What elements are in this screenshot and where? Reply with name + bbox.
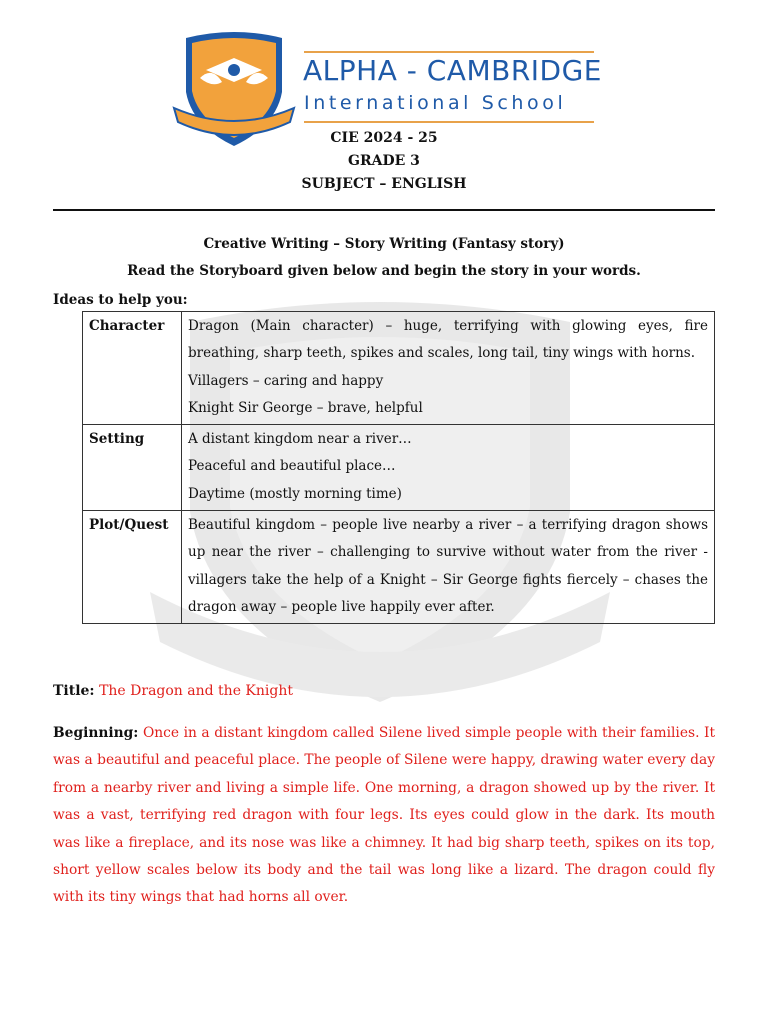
beginning-label: Beginning:: [53, 725, 139, 741]
list-item: Knight Sir George – brave, helpful: [188, 399, 423, 416]
row-content: [182, 511, 715, 624]
list-item: Dragon (Main character) – huge, terrifying with glowing eyes, fire breathing, sharp teeth, spikes and scales, long tail, tiny wings with horns.: [188, 318, 708, 362]
row-label: Character: [83, 312, 182, 425]
list-item: Daytime (mostly morning time): [188, 485, 402, 502]
list-item: Villagers – caring and happy: [188, 372, 384, 389]
header-rule-bottom: [304, 121, 594, 123]
list-item: Beautiful kingdom – people live nearby a river – a terrifying dragon shows up near the river – challenging to survive without water from the river - villagers take the help of a Knight – Sir George fights fiercely – chases the dragon away – people live happily ever after.: [188, 517, 708, 615]
ideas-label: Ideas to help you:: [53, 292, 188, 308]
title-label: Title:: [53, 683, 95, 699]
list-item: A distant kingdom near a river…: [188, 431, 412, 448]
school-name: ALPHA - CAMBRIDGE: [303, 54, 602, 87]
story-title-line: [53, 683, 293, 699]
row-content: [182, 312, 715, 425]
header-rule-top: [304, 51, 594, 53]
row-label: Setting: [83, 425, 182, 511]
task-heading: Creative Writing – Story Writing (Fantasy story): [203, 236, 565, 252]
beginning-text: Once in a distant kingdom called Silene lived simple people with their families. It was a beautiful and peaceful place. The people of Silene were happy, drawing water every day from a nearby river and living a simple life. One morning, a dragon showed up by the river. It was a vast, terrifying red dragon with four legs. Its eyes could glow in the dark. Its mouth was like a fireplace, and its nose was like a chimney. It had big sharp teeth, spikes on its top, short yellow scales below its body and the tail was long like a lizard. The dragon could fly with its tiny wings that had horns all over.: [53, 725, 715, 906]
table-row: [83, 511, 715, 624]
table-row: [83, 312, 715, 425]
story-beginning: [53, 720, 715, 912]
exam-session: CIE 2024 - 25: [330, 130, 438, 146]
row-label: Plot/Quest: [83, 511, 182, 624]
task-instruction: Read the Storyboard given below and begin the story in your words.: [127, 263, 641, 279]
header-divider: [53, 209, 715, 211]
list-item: Peaceful and beautiful place…: [188, 458, 396, 475]
table-row: [83, 425, 715, 511]
subject-label: SUBJECT – ENGLISH: [301, 176, 467, 192]
row-content: [182, 425, 715, 511]
story-title: The Dragon and the Knight: [99, 683, 293, 699]
school-subtitle: International School: [304, 92, 567, 114]
storyboard-table: [82, 311, 715, 624]
grade-label: GRADE 3: [348, 153, 420, 169]
